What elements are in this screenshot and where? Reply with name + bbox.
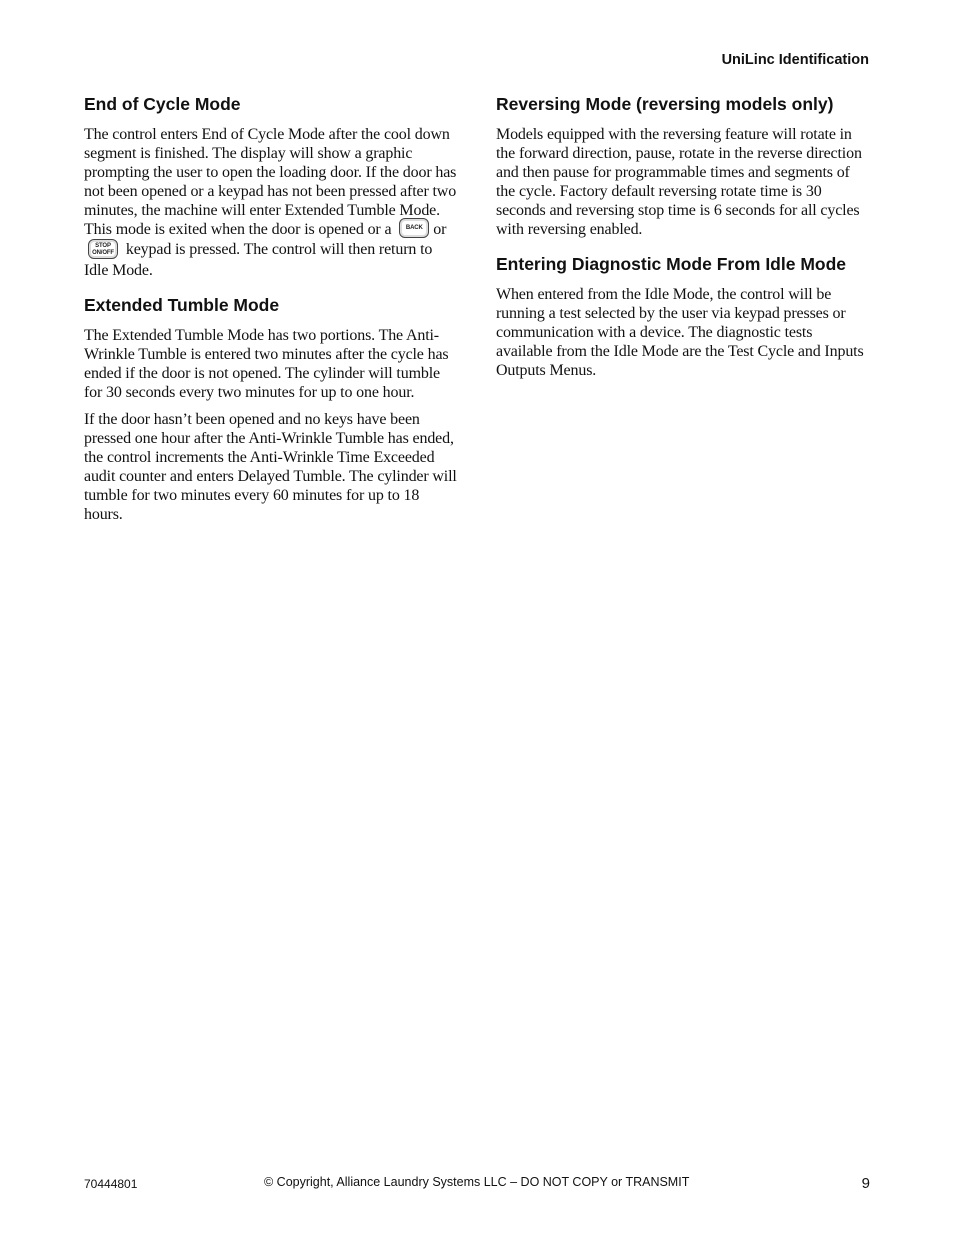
section-extended-tumble-mode xyxy=(84,294,458,524)
paragraph-extended-tumble-1: The Extended Tumble Mode has two portions. The Anti-Wrinkle Tumble is entered two minutes after the cycle has ended if the door is not opened. The cylinder will tumble for 30 seconds every two minutes for up to one hour. xyxy=(84,326,449,401)
paragraph-connector: or xyxy=(433,221,447,238)
stop-onoff-key-icon xyxy=(88,239,118,259)
back-key-icon xyxy=(399,218,429,238)
back-key-label: BACK xyxy=(405,225,423,232)
heading-end-of-cycle-mode: End of Cycle Mode xyxy=(84,94,241,114)
paragraph-extended-tumble-2: If the door hasn’t been opened and no keys have been pressed one hour after the Anti-Wrinkle Tumble has ended, the control increments the Anti-Wrinkle Time Exceeded audit counter and enters Delayed Tumble. The cylinder will tumble for two minutes every 60 minutes for up to 18 hours. xyxy=(84,410,457,523)
left-column xyxy=(84,93,458,538)
heading-extended-tumble-mode: Extended Tumble Mode xyxy=(84,294,280,315)
page-footer xyxy=(84,1175,870,1195)
right-column xyxy=(496,93,870,394)
paragraph-text-start: The control enters End of Cycle Mode after the cool down segment is finished. The display will show a graphic prompting the user to open the loading door. If the door has not been opened or a keypad has not been pressed after two minutes, the machine will enter Extended Tumble Mode. This mode is exited when the door is opened or a xyxy=(84,126,457,238)
heading-diagnostic-mode: Entering Diagnostic Mode From Idle Mode xyxy=(496,254,847,274)
page-number: 9 xyxy=(861,1175,870,1192)
section-end-of-cycle-mode xyxy=(84,93,458,280)
paragraph-reversing-mode: Models equipped with the reversing feature will rotate in the forward direction, pause, rotate in the reverse direction and then pause for programmable times and segments of the cycle. Factory default reversing rotate time is 30 seconds and reversing stop time is 6 seconds for all cycles with reversing enabled. xyxy=(496,126,862,238)
running-header-title: UniLinc Identification xyxy=(721,52,869,68)
stop-key-label-top: STOP xyxy=(95,242,111,249)
document-number: 70444801 xyxy=(84,1177,138,1191)
copyright-notice: © Copyright, Alliance Laundry Systems LLC – DO NOT COPY or TRANSMIT xyxy=(264,1175,690,1189)
section-reversing-mode xyxy=(496,93,870,239)
paragraph-end-of-cycle-mode xyxy=(84,125,458,280)
paragraph-text-end: keypad is pressed. The control will then return to Idle Mode. xyxy=(84,241,433,279)
paragraph-diagnostic-mode: When entered from the Idle Mode, the control will be running a test selected by the user via keypad presses or communication with a device. The diagnostic tests available from the Idle Mode are the Test Cycle and Inputs Outputs Menus. xyxy=(496,286,864,379)
stop-key-label-bottom: ON/OFF xyxy=(92,249,114,256)
section-diagnostic-mode xyxy=(496,253,870,380)
heading-reversing-mode: Reversing Mode (reversing models only) xyxy=(496,94,834,114)
